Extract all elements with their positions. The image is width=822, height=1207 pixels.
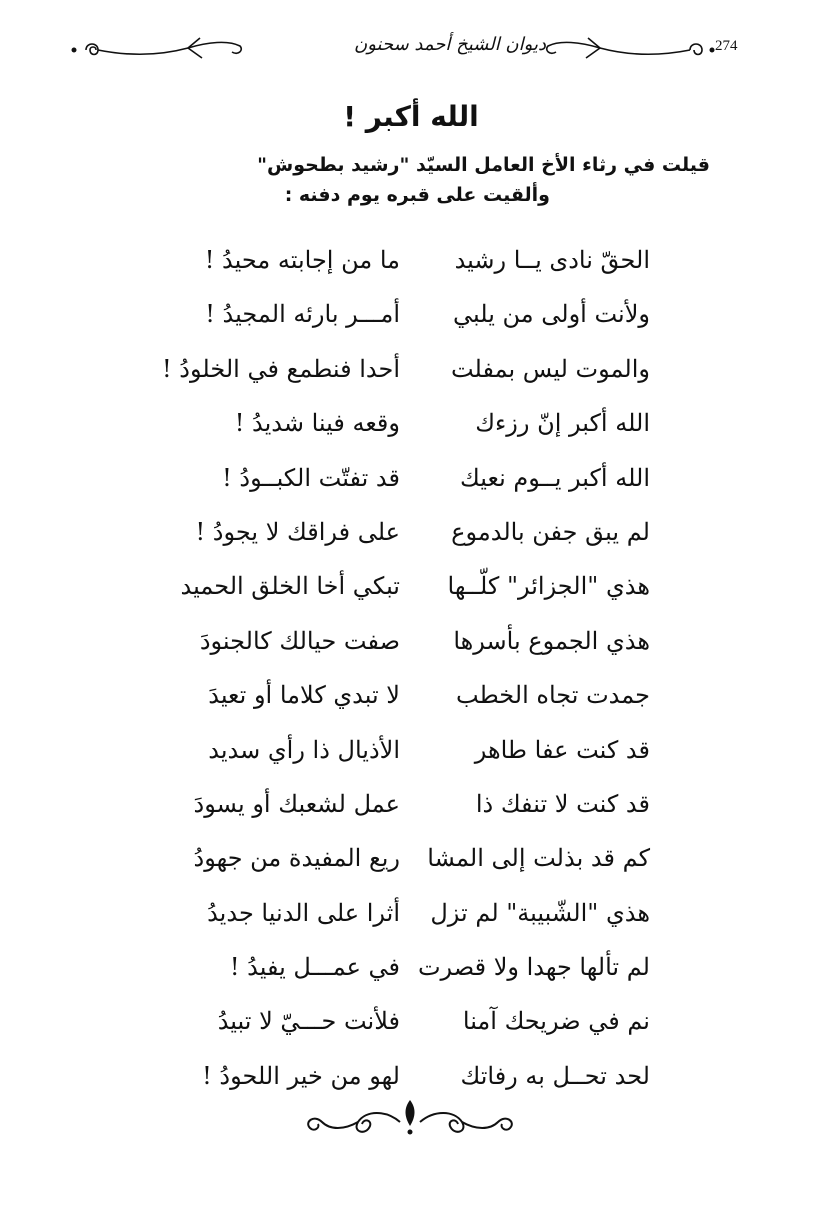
verse bbox=[150, 999, 670, 1053]
running-header-title: ديوان الشيخ أحمد سحنون bbox=[354, 34, 546, 55]
second-hemistich: أثرا على الدنيا جديدُ bbox=[207, 898, 400, 927]
second-hemistich: أمـــر بارئه المجيدُ ! bbox=[205, 300, 400, 329]
verse bbox=[150, 945, 670, 999]
verse bbox=[150, 292, 670, 346]
first-hemistich: نم في ضريحك آمنا bbox=[462, 1007, 650, 1036]
second-hemistich: لهو من خير اللحودُ ! bbox=[202, 1061, 400, 1090]
first-hemistich: الله أكبر إنّ رزءك bbox=[475, 409, 650, 438]
page-number: 274 bbox=[715, 38, 738, 54]
second-hemistich: ما من إجابته محيدُ ! bbox=[204, 246, 400, 274]
first-hemistich: هذي "الجزائر" كلّــها bbox=[447, 572, 650, 601]
verse bbox=[150, 456, 670, 510]
poem-verses bbox=[150, 238, 670, 1108]
first-hemistich: الله أكبر يــوم نعيك bbox=[460, 463, 650, 492]
first-hemistich: قد كنت لا تنفك ذا bbox=[475, 789, 650, 818]
second-hemistich: قد تفتّت الكبــودُ ! bbox=[222, 463, 400, 492]
second-hemistich: الأذيال ذا رأي سديد bbox=[208, 735, 400, 764]
flourish-ornament-right bbox=[540, 34, 720, 64]
verse bbox=[150, 836, 670, 890]
second-hemistich: عمل لشعبك أو يسودَ bbox=[193, 789, 400, 818]
verse bbox=[150, 728, 670, 782]
verse bbox=[150, 891, 670, 945]
intro-line: قيلت في رثاء الأخ العامل السيّد "رشيد بطحوش" bbox=[257, 154, 710, 176]
flourish-ornament-left bbox=[68, 34, 248, 64]
intro-line: وألقيت على قبره يوم دفنه : bbox=[284, 184, 550, 206]
first-hemistich: كم قد بذلت إلى المشا bbox=[427, 844, 650, 873]
poem-title: الله أكبر ! bbox=[343, 100, 479, 133]
second-hemistich: فلأنت حـــيّ لا تبيدُ bbox=[217, 1007, 400, 1036]
fleuron-ornament bbox=[300, 1092, 520, 1142]
poem-intro bbox=[60, 150, 710, 210]
verse bbox=[150, 510, 670, 564]
first-hemistich: ولأنت أولى من يلبي bbox=[453, 300, 650, 329]
verse bbox=[150, 782, 670, 836]
verse bbox=[150, 564, 670, 618]
second-hemistich: على فراقك لا يجودُ ! bbox=[195, 517, 400, 546]
first-hemistich: لحد تحــل به رفاتك bbox=[460, 1061, 650, 1090]
page-header bbox=[60, 28, 760, 68]
first-hemistich: لم تألها جهدا ولا قصرت bbox=[417, 953, 650, 982]
second-hemistich: تبكي أخا الخلق الحميد bbox=[180, 572, 400, 601]
second-hemistich: لا تبدي كلاما أو تعيدَ bbox=[208, 681, 400, 710]
first-hemistich: الحقّ نادى يــا رشيد bbox=[454, 246, 650, 274]
second-hemistich: وقعه فينا شديدُ ! bbox=[234, 409, 400, 438]
second-hemistich: ريع المفيدة من جهودُ bbox=[193, 844, 400, 873]
second-hemistich: أحدا فنطمع في الخلودُ ! bbox=[162, 354, 400, 383]
first-hemistich: لم يبق جفن بالدموع bbox=[451, 517, 650, 546]
first-hemistich: هذي الجموع بأسرها bbox=[453, 626, 650, 655]
second-hemistich: في عمـــل يفيدُ ! bbox=[229, 953, 400, 982]
verse bbox=[150, 673, 670, 727]
verse bbox=[150, 401, 670, 455]
first-hemistich: والموت ليس بمفلت bbox=[450, 354, 650, 383]
second-hemistich: صفت حيالك كالجنودَ bbox=[199, 626, 400, 655]
verse bbox=[150, 347, 670, 401]
verse bbox=[150, 619, 670, 673]
first-hemistich: هذي "الشّبيبة" لم تزل bbox=[430, 898, 650, 927]
verse bbox=[150, 238, 670, 292]
first-hemistich: قد كنت عفا طاهر bbox=[474, 735, 650, 764]
first-hemistich: جمدت تجاه الخطب bbox=[456, 681, 650, 710]
